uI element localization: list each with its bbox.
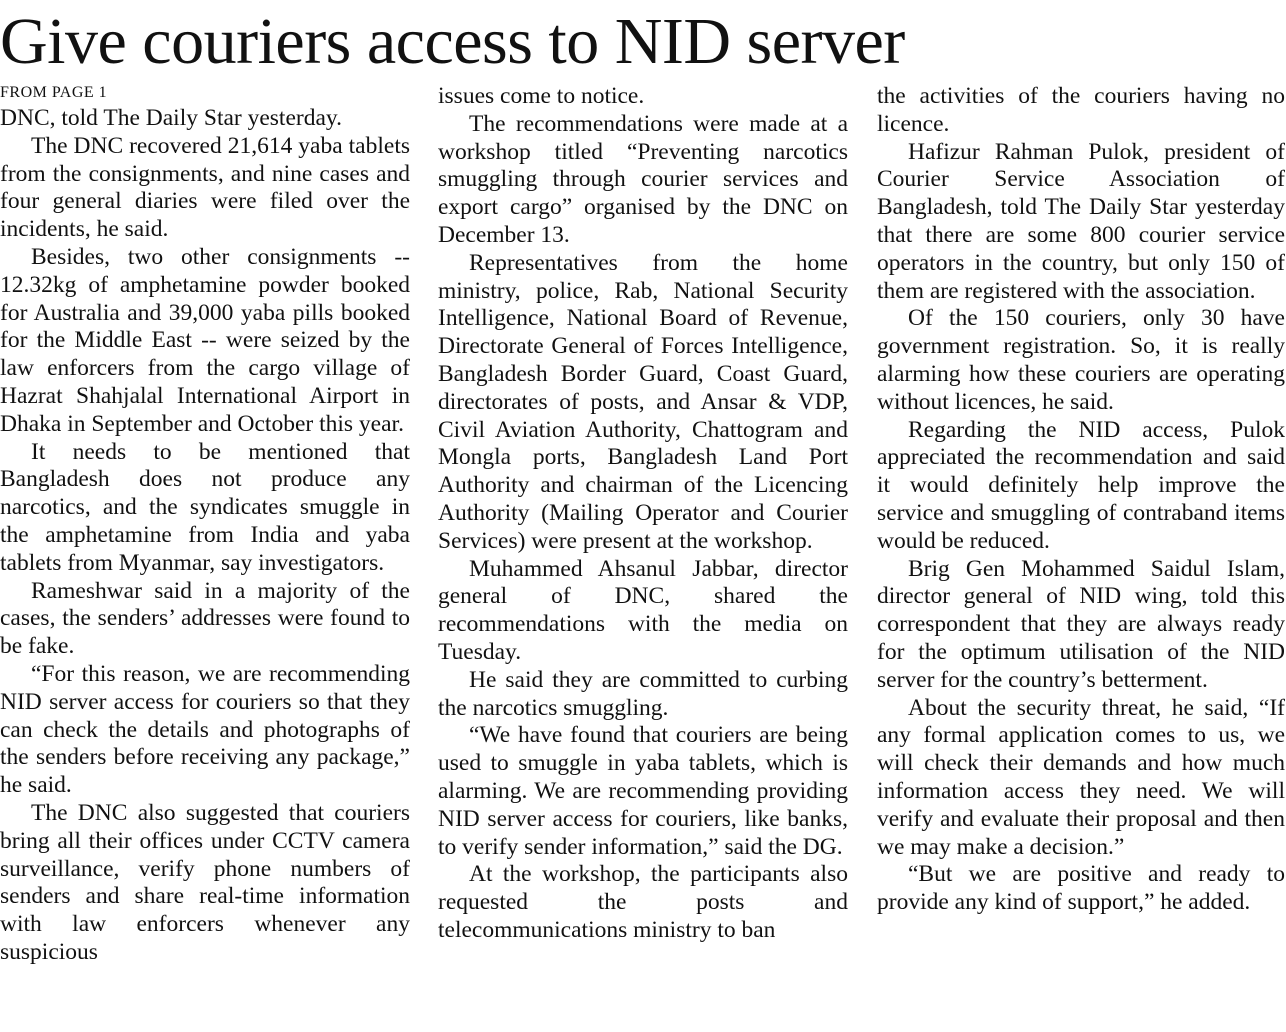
paragraph: Besides, two other consignments -- 12.32kg of amphetamine powder booked for Australia and 39,000 yaba pills booked for the Middle East -- were seized by the law enforcers from the cargo village of Hazrat Shahjalal International Airport in Dhaka in September and October this year. — [0, 243, 410, 437]
paragraph: Regarding the NID access, Pulok appreciated the recommendation and said it would definitely help improve the service and smuggling of contraband items would be reduced. — [877, 416, 1285, 554]
paragraph: It needs to be mentioned that Bangladesh does not produce any narcotics, and the syndicates smuggle in the amphetamine from India and yaba tablets from Myanmar, say investigators. — [0, 438, 410, 576]
paragraph: “For this reason, we are recommending NID server access for couriers so that they can check the details and photographs of the senders before receiving any package,” he said. — [0, 660, 410, 799]
paragraph: issues come to notice. — [438, 83, 645, 109]
article-column-1 — [0, 83, 410, 967]
paragraph: Brig Gen Mohammed Saidul Islam, director general of NID wing, told this correspondent that they are always ready for the optimum utilisation of the NID server for the country’s betterment. — [877, 555, 1285, 693]
paragraph: The recommendations were made at a workshop titled “Preventing narcotics smuggling through courier services and export cargo” organised by the DNC on December 13. — [438, 110, 848, 248]
paragraph: Rameshwar said in a majority of the cases, the senders’ addresses were found to be fake. — [0, 577, 410, 660]
paragraph: the activities of the couriers having no licence. — [877, 83, 1285, 137]
paragraph: Representatives from the home ministry, police, Rab, National Security Intelligence, National Board of Revenue, Directorate General of Forces Intelligence, Bangladesh Border Guard, Coast Guard, directorates of posts, and Ansar & VDP, Civil Aviation Authority, Chattogram and Mongla ports, Bangladesh Land Port Authority and chairman of the Licencing Authority (Mailing Operator and Courier Services) were present at the workshop. — [438, 249, 848, 554]
paragraph: The DNC also suggested that couriers bring all their offices under CCTV camera surveillance, verify phone numbers of senders and share real-time information with law enforcers whenever any suspicious — [0, 799, 410, 965]
paragraph: “But we are positive and ready to provide any kind of support,” he added. — [877, 861, 1285, 916]
paragraph: Of the 150 couriers, only 30 have government registration. So, it is really alarming how these couriers are operating without licences, he said. — [877, 305, 1285, 415]
paragraph: The DNC recovered 21,614 yaba tablets from the consignments, and nine cases and four general diaries were filed over the incidents, he said. — [0, 132, 410, 243]
paragraph: “We have found that couriers are being used to smuggle in yaba tablets, which is alarming. We are recommending providing NID server access for couriers, like banks, to verify sender information,” said the DG. — [438, 722, 848, 860]
article-column-2 — [438, 83, 848, 945]
article-column-3 — [877, 83, 1285, 917]
paragraph: Muhammed Ahsanul Jabbar, director general of DNC, shared the recommendations with the media on Tuesday. — [438, 555, 848, 665]
paragraph: DNC, told The Daily Star yesterday. — [0, 105, 342, 131]
headline: Give couriers access to NID server — [0, 5, 905, 78]
paragraph: About the security threat, he said, “If any formal application comes to us, we will check their demands and how much information access they need. We will verify and evaluate their proposal and then we may make a decision.” — [877, 694, 1285, 860]
continued-from-label: FROM PAGE 1 — [0, 84, 108, 101]
paragraph: Hafizur Rahman Pulok, president of Courier Service Association of Bangladesh, told The Daily Star yesterday that there are some 800 courier service operators in the country, but only 150 of them are registered with the association. — [877, 138, 1285, 304]
paragraph: At the workshop, the participants also requested the posts and telecommunications ministry to ban — [438, 861, 848, 943]
paragraph: He said they are committed to curbing the narcotics smuggling. — [438, 666, 848, 721]
